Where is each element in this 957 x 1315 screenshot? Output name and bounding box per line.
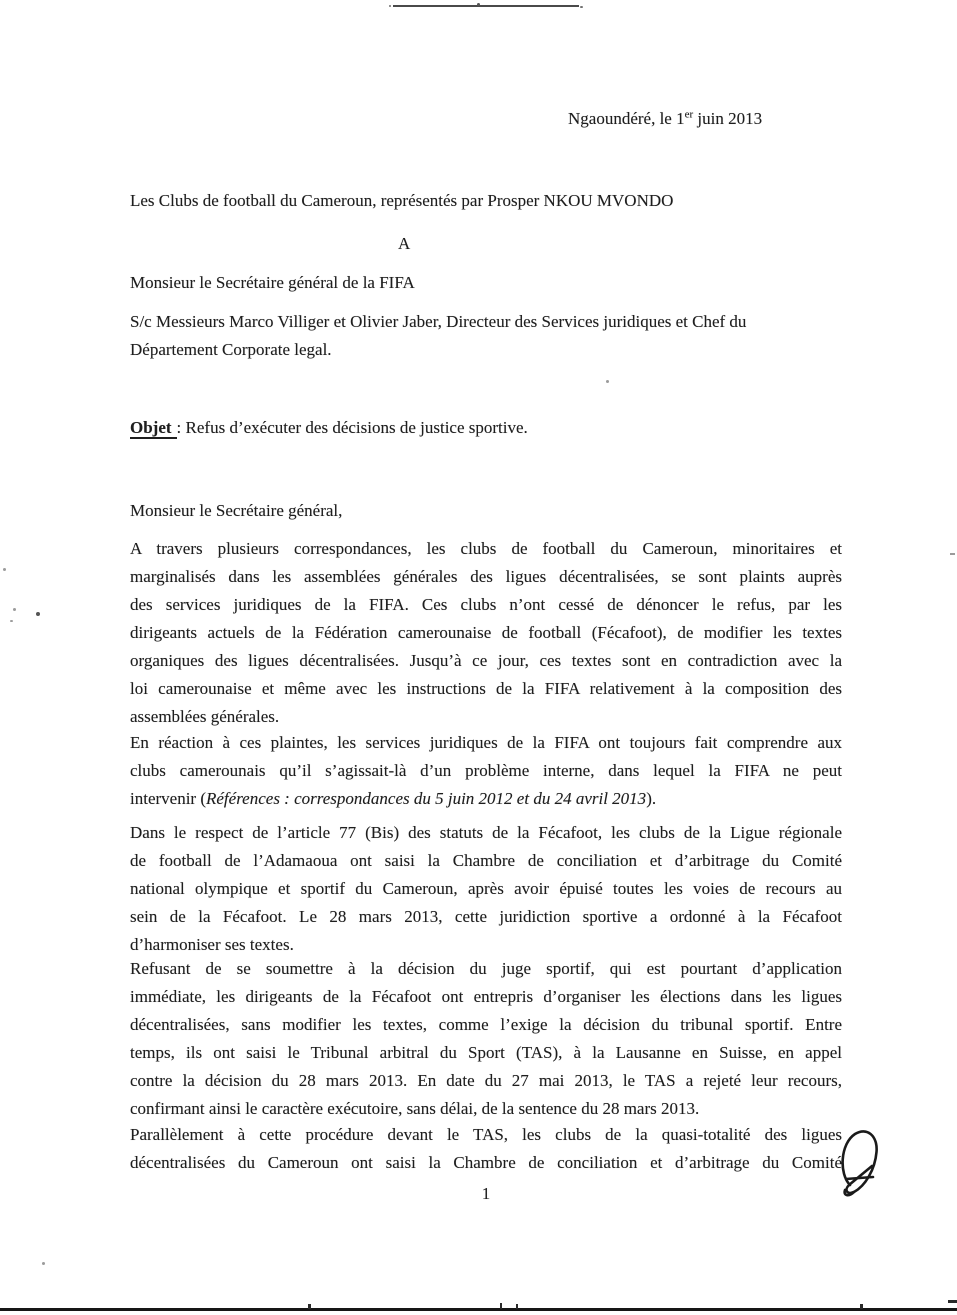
paragraph-line: marginalisés dans les assemblées générales des ligues décentralisées, se sont plaints auprès [130, 567, 842, 586]
to-separator: A [398, 234, 411, 253]
paragraph-line: dirigeants actuels de la Fédération camerounaise de football (Fécafoot), de modifier les textes [130, 623, 842, 642]
reference-prefix: intervenir ( [130, 789, 206, 808]
scan-edge-tick [948, 1300, 957, 1303]
paragraph-line: Parallèlement à cette procédure devant le TAS, les clubs de la quasi-totalité des ligues [130, 1125, 842, 1144]
paragraph-line: confirmant ainsi le caractère exécutoire, sans délai, de la sentence du 28 mars 2013. [130, 1099, 700, 1118]
date-suffix: juin 2013 [693, 109, 763, 128]
recipient-line: Monsieur le Secrétaire général de la FIFA [130, 273, 415, 292]
bottom-scan-edge [0, 1308, 957, 1311]
paragraph-5 [130, 1121, 842, 1177]
handwritten-paraph-icon [834, 1128, 892, 1200]
reference-suffix: ). [646, 789, 657, 808]
date-ordinal-superscript: er [684, 108, 694, 121]
paragraph-line: contre la décision du 28 mars 2013. En date du 27 mai 2013, le TAS a rejeté leur recours, [130, 1071, 842, 1090]
subject-label: Objet [130, 418, 177, 439]
scan-speck [10, 620, 13, 622]
paragraph-1 [130, 535, 842, 731]
scan-speck [13, 608, 16, 611]
subject-line [130, 414, 528, 442]
paragraph-line: Dans le respect de l’article 77 (Bis) des statuts de la Fécafoot, les clubs de la Ligue régionale [130, 823, 842, 842]
paragraph-3 [130, 819, 842, 959]
scan-speck [950, 553, 955, 555]
paragraph-line: Refusant de se soumettre à la décision du juge sportif, qui est pourtant d’application [130, 959, 842, 978]
scan-speck [42, 1262, 45, 1265]
paragraph-line: de football de l’Adamaoua ont saisi la Chambre de conciliation et d’arbitrage du Comité [130, 851, 842, 870]
scan-speck [36, 612, 40, 616]
paragraph-line: immédiate, les dirigeants de la Fécafoot ont entrepris d’organiser les élections dans les ligues [130, 987, 842, 1006]
scan-speck [389, 5, 391, 7]
paragraph-line: clubs camerounais qu’il s’agissait-là d’un problème interne, dans lequel la FIFA ne peut [130, 761, 842, 780]
paragraph-line: loi camerounaise et même avec les instructions de la FIFA relativement à la composition des [130, 679, 842, 698]
scan-speck [477, 3, 480, 6]
paragraph-line: A travers plusieurs correspondances, les clubs de football du Cameroun, minoritaires et [130, 539, 842, 558]
subject-text: Refus d’exécuter des décisions de justice sportive. [185, 418, 528, 437]
paragraph-line: En réaction à ces plaintes, les services juridiques de la FIFA ont toujours fait comprendre aux [130, 733, 842, 752]
page-number: 1 [481, 1184, 491, 1203]
paragraph-4 [130, 955, 842, 1123]
top-scan-rule [393, 5, 579, 7]
salutation: Monsieur le Secrétaire général, [130, 501, 343, 520]
paragraph-line: des services juridiques de la FIFA. Ces clubs n’ont cessé de dénoncer le refus, par les [130, 595, 842, 614]
paragraph-line: décentralisées du Cameroun ont saisi la Chambre de conciliation et d’arbitrage du Comité [130, 1153, 842, 1172]
reference-italic: Références : correspondances du 5 juin 2012 et du 24 avril 2013 [206, 789, 647, 808]
date-prefix: Ngaoundéré, le 1 [568, 109, 685, 128]
care-of-block [130, 308, 842, 364]
paragraph-line: d’harmoniser ses textes. [130, 935, 294, 954]
scan-edge-tick [308, 1304, 311, 1309]
scan-edge-tick [500, 1303, 502, 1309]
scan-speck [580, 6, 583, 8]
paragraph-2 [130, 729, 842, 813]
paragraph-line: sein de la Fécafoot. Le 28 mars 2013, cette juridiction sportive a ordonné à la Fécafoot [130, 907, 842, 926]
scan-edge-tick [860, 1304, 863, 1309]
paragraph-line: organiques des ligues décentralisées. Jusqu’à ce jour, ces textes sont en contradiction avec la [130, 651, 842, 670]
sender-line: Les Clubs de football du Cameroun, représentés par Prosper NKOU MVONDO [130, 191, 674, 210]
care-of-line-1: S/c Messieurs Marco Villiger et Olivier Jaber, Directeur des Services juridiques et Chef du [130, 312, 747, 331]
paragraph-line: assemblées générales. [130, 707, 280, 726]
scan-edge-tick [516, 1304, 518, 1309]
subject-separator: : [176, 418, 186, 437]
paragraph-line: temps, ils ont saisi le Tribunal arbitral du Sport (TAS), à la Lausanne en Suisse, en appel [130, 1043, 842, 1062]
date-line [568, 105, 762, 133]
scan-speck [606, 380, 609, 383]
paragraph-line: décentralisées, sans modifier les textes, comme l’exige la décision du tribunal sportif. Entre [130, 1015, 842, 1034]
care-of-line-2: Département Corporate legal. [130, 340, 332, 359]
scan-speck [3, 568, 6, 571]
paragraph-line: national olympique et sportif du Cameroun, après avoir épuisé toutes les voies de recours au [130, 879, 842, 898]
paragraph-2-last-line [130, 785, 842, 813]
